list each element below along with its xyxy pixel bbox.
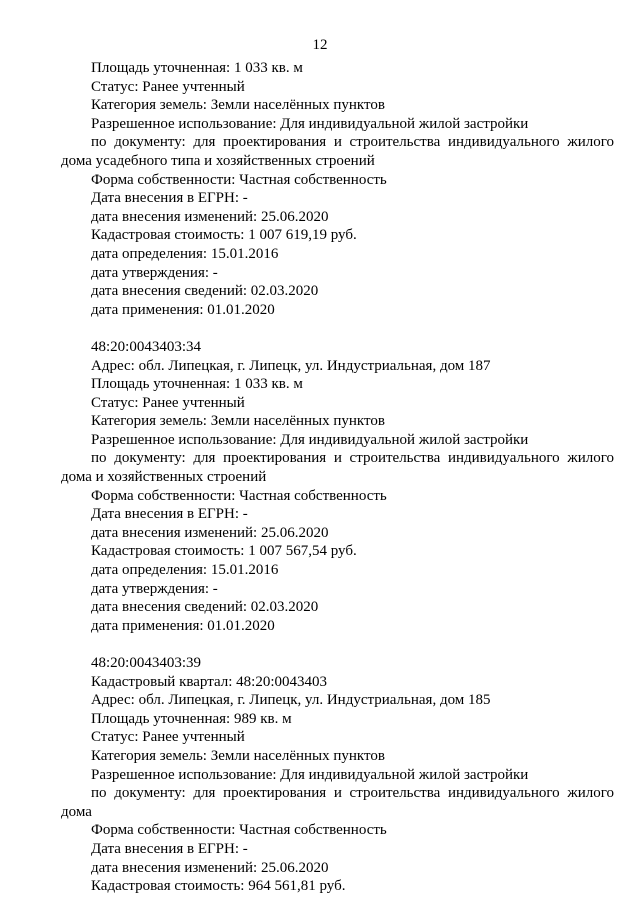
text-line: Категория земель: Земли населённых пунктов <box>91 97 385 114</box>
text-line: Адрес: обл. Липецкая, г. Липецк, ул. Индустриальная, дом 185 <box>91 692 491 709</box>
text-line: Форма собственности: Частная собственность <box>91 822 387 839</box>
text-line: 48:20:0043403:34 <box>91 338 202 355</box>
text-line: 48:20:0043403:39 <box>91 655 202 671</box>
text-line: Дата внесения в ЕГРН: - <box>91 190 248 207</box>
text-line: Категория земель: Земли населённых пунктов <box>91 747 385 764</box>
parcel-section <box>61 654 614 896</box>
text-line: Дата внесения в ЕГРН: - <box>91 506 248 523</box>
text-line: дата утверждения: - <box>91 264 218 281</box>
text-line: по документу: для проектирования и строительства индивидуального жилого <box>91 134 614 151</box>
text-line: Статус: Ранее учтенный <box>91 78 245 95</box>
text-line: Кадастровый квартал: 48:20:0043403 <box>91 673 327 690</box>
text-line-continuation: дома и хозяйственных строений <box>61 469 267 486</box>
text-line: Статус: Ранее учтенный <box>91 729 245 746</box>
text-line: дата утверждения: - <box>91 580 218 597</box>
text-line: Форма собственности: Частная собственность <box>91 487 387 504</box>
text-line: Площадь уточненная: 989 кв. м <box>91 710 292 727</box>
document-body <box>61 59 614 896</box>
section-gap <box>61 635 614 654</box>
text-line: Кадастровая стоимость: 1 007 619,19 руб. <box>91 227 357 244</box>
text-line: по документу: для проектирования и строительства индивидуального жилого <box>91 785 614 802</box>
text-line: дата внесения сведений: 02.03.2020 <box>91 283 319 300</box>
section-gap <box>61 319 614 338</box>
parcel-section <box>61 59 614 319</box>
text-line: дата применения: 01.01.2020 <box>91 617 275 634</box>
parcel-section <box>61 338 614 636</box>
text-line: Кадастровая стоимость: 964 561,81 руб. <box>91 878 346 895</box>
text-line: Разрешенное использование: Для индивидуальной жилой застройки <box>91 431 529 448</box>
text-line: Категория земель: Земли населённых пунктов <box>91 413 385 430</box>
text-line: Разрешенное использование: Для индивидуальной жилой застройки <box>91 115 529 132</box>
text-line: Статус: Ранее учтенный <box>91 394 245 411</box>
text-line: дата внесения изменений: 25.06.2020 <box>91 524 329 541</box>
text-line: Дата внесения в ЕГРН: - <box>91 840 248 857</box>
text-line: дата определения: 15.01.2016 <box>91 562 279 579</box>
text-line: по документу: для проектирования и строительства индивидуального жилого <box>91 450 614 467</box>
text-line: Площадь уточненная: 1 033 кв. м <box>91 376 303 393</box>
text-line: Адрес: обл. Липецкая, г. Липецк, ул. Индустриальная, дом 187 <box>91 357 491 374</box>
text-line: дата внесения изменений: 25.06.2020 <box>91 859 329 876</box>
text-line: дата внесения сведений: 02.03.2020 <box>91 599 319 616</box>
text-line: Форма собственности: Частная собственность <box>91 171 387 188</box>
text-line: Разрешенное использование: Для индивидуальной жилой застройки <box>91 766 529 783</box>
text-line: дата определения: 15.01.2016 <box>91 245 279 262</box>
page-number: 12 <box>312 37 328 53</box>
text-line-continuation: дома усадебного типа и хозяйственных строений <box>61 152 375 169</box>
text-line: Площадь уточненная: 1 033 кв. м <box>91 60 303 76</box>
text-line: Кадастровая стоимость: 1 007 567,54 руб. <box>91 543 357 560</box>
text-line: дата применения: 01.01.2020 <box>91 301 275 318</box>
text-line: дата внесения изменений: 25.06.2020 <box>91 208 329 225</box>
text-line-continuation: дома <box>61 803 92 820</box>
